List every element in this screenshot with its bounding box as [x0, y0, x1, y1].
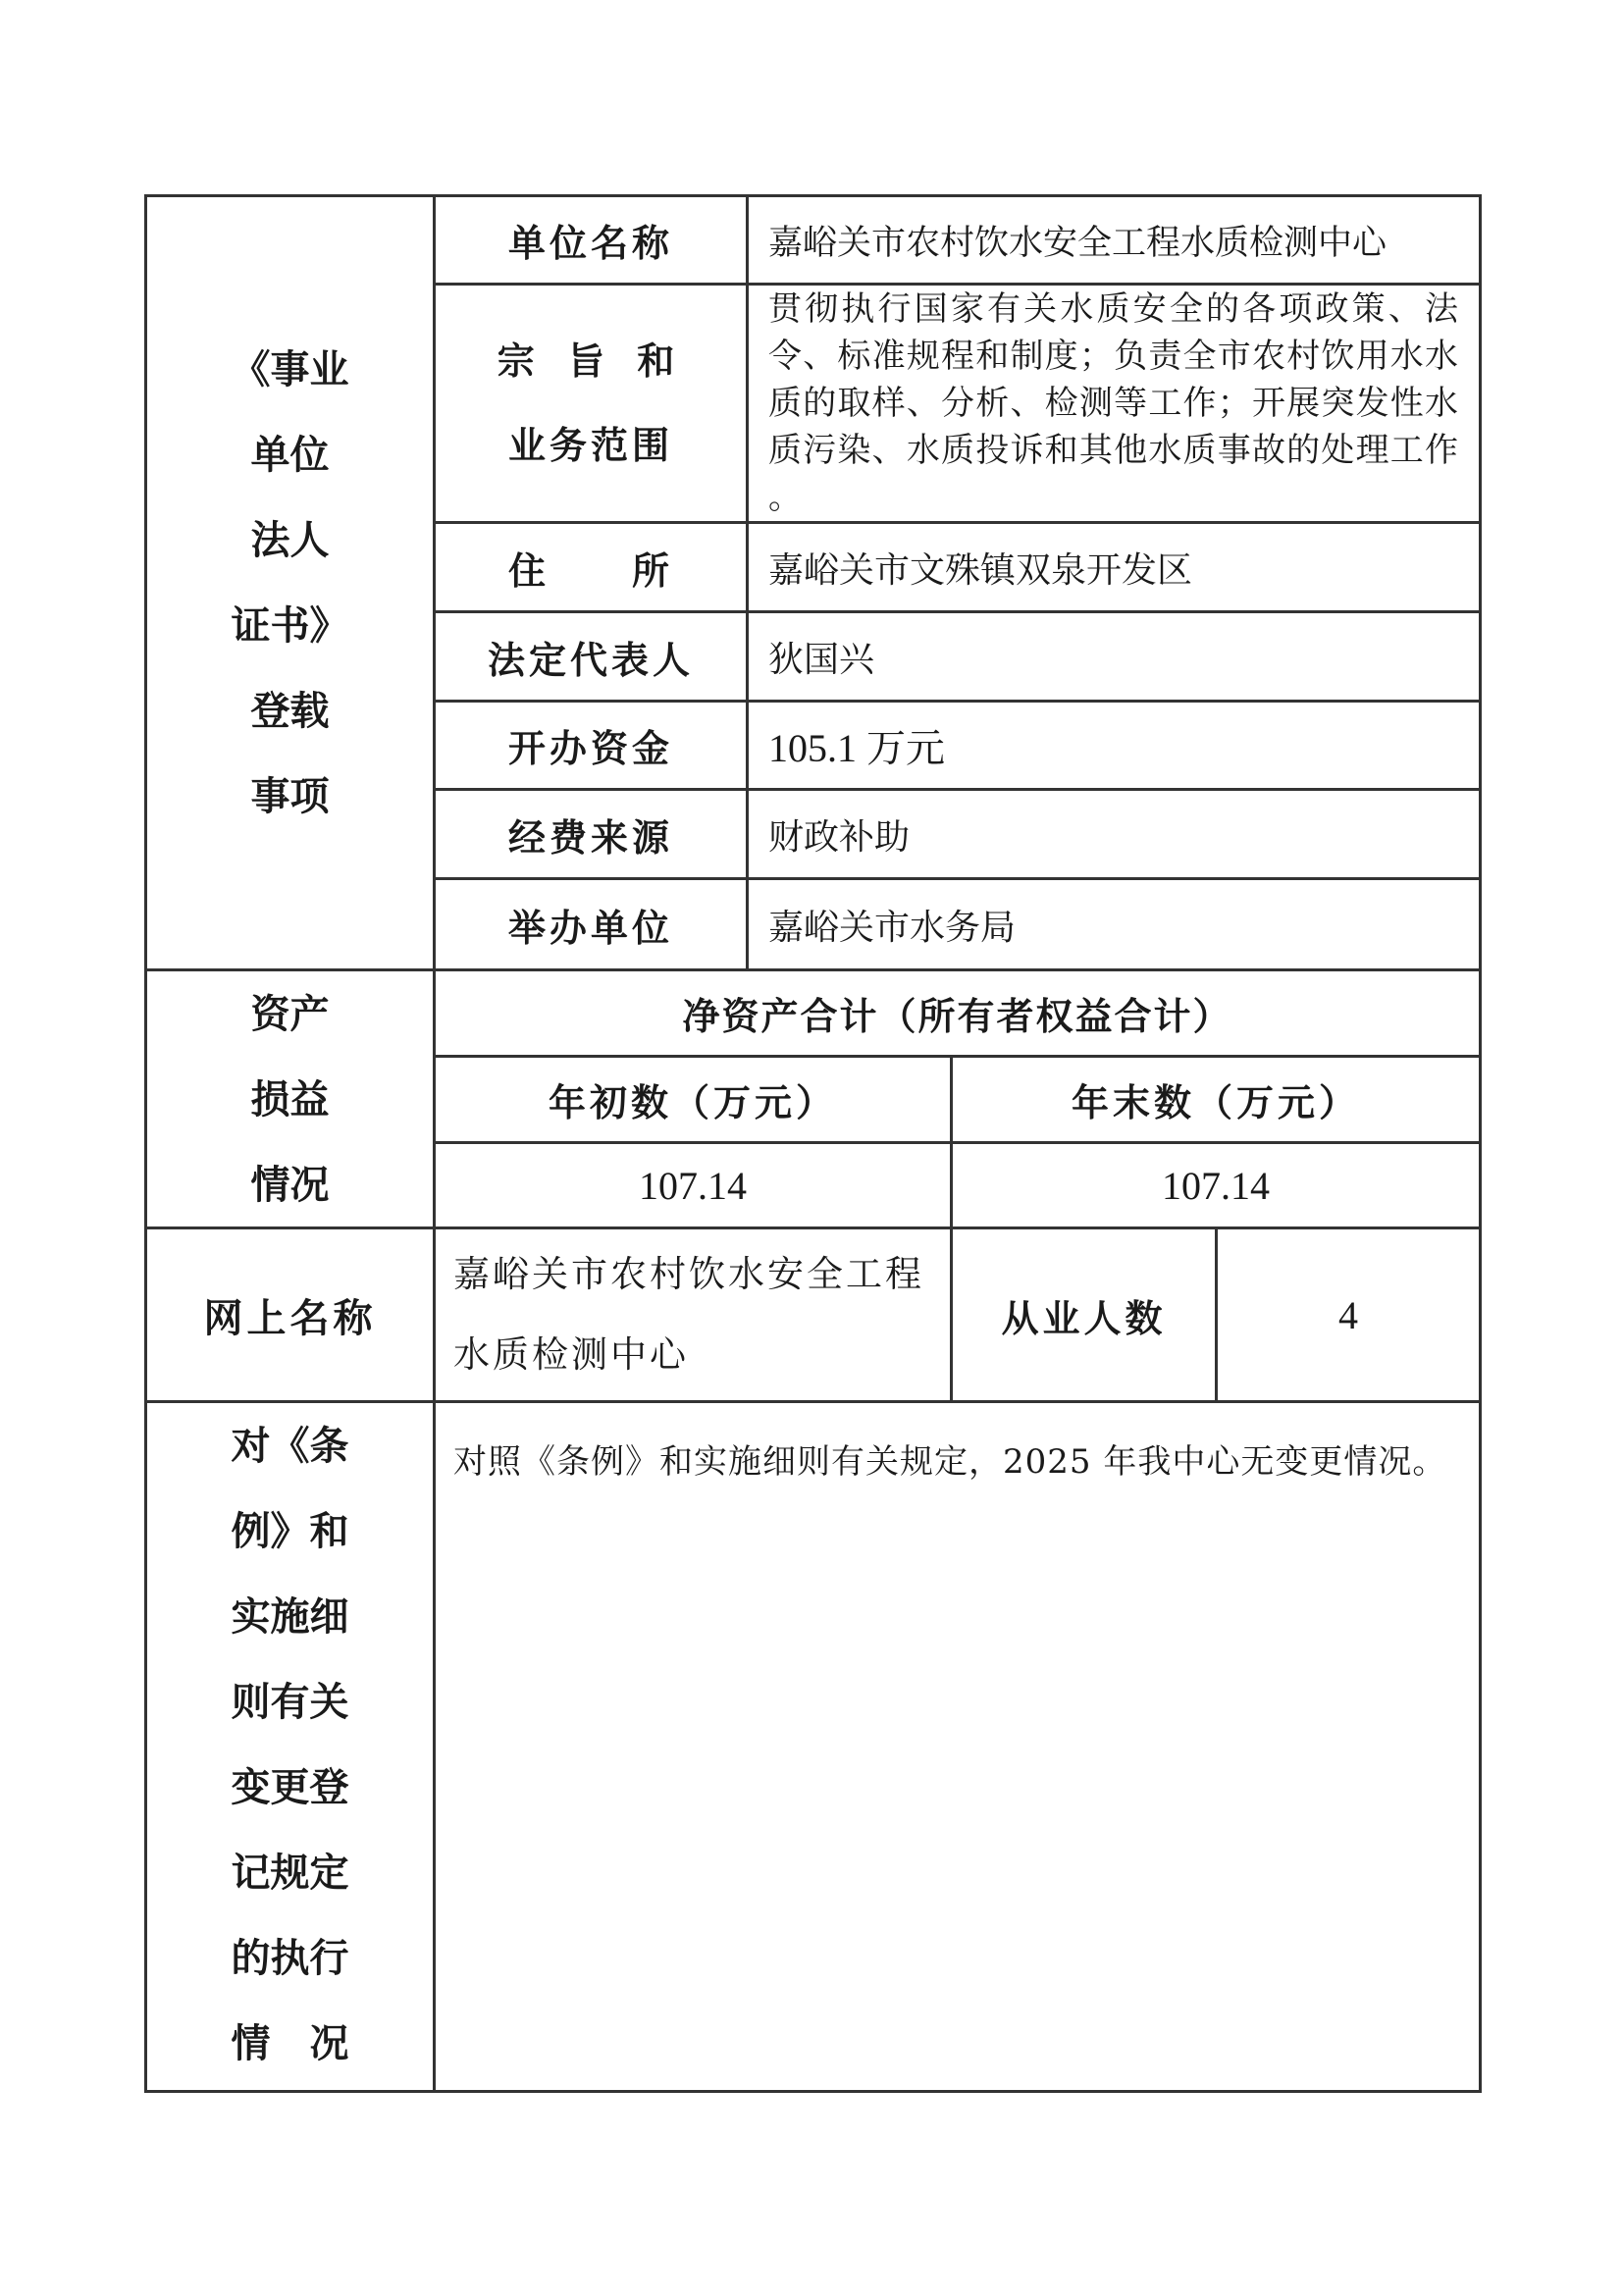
side-label-line: 《事业 — [231, 346, 349, 392]
staff-count-value: 4 — [1338, 1292, 1358, 1337]
online-name-value-text: 嘉峪关市农村饮水安全工程水质检测中心 — [453, 1253, 924, 1376]
funding-label: 经费来源 — [507, 814, 673, 860]
purpose-label — [436, 286, 746, 521]
side-label-line: 证书》 — [231, 602, 349, 649]
side-label-line: 法人 — [250, 517, 330, 563]
regulation-side-label — [147, 1403, 433, 2090]
address-value: 嘉峪关市文殊镇双泉开发区 — [768, 549, 1193, 591]
side-label-line: 损益 — [250, 1075, 330, 1122]
assets-side-label — [147, 971, 433, 1226]
purpose-label-line1: 宗 旨 和 — [497, 339, 685, 383]
side-label-line: 情况 — [250, 1161, 330, 1208]
sponsor-value: 嘉峪关市水务局 — [768, 907, 1017, 948]
address-label: 住 所 — [507, 548, 673, 593]
online-name-label: 网上名称 — [203, 1294, 377, 1341]
end-year-value: 107.14 — [1162, 1163, 1270, 1208]
begin-year-header: 年初数（万元） — [548, 1080, 837, 1124]
side-label-line: 事项 — [250, 773, 330, 819]
purpose-value — [749, 286, 1479, 521]
sponsor-label: 举办单位 — [507, 905, 673, 950]
side-label-line: 对《条 — [231, 1423, 349, 1469]
legal-rep-label: 法定代表人 — [487, 637, 694, 682]
net-assets-header: 净资产合计（所有者权益合计） — [682, 994, 1232, 1038]
table-border-bottom — [144, 2090, 1482, 2093]
side-label-line: 例》和 — [231, 1508, 349, 1554]
side-label-line: 实施细 — [231, 1593, 349, 1640]
capital-label: 开办资金 — [507, 726, 673, 770]
side-label-line: 记规定 — [231, 1850, 349, 1896]
registration-side-label — [147, 197, 433, 968]
side-label-line: 的执行 — [231, 1935, 349, 1981]
capital-value: 105.1 万元 — [768, 726, 945, 770]
purpose-value-text: 贯彻执行国家有关水质安全的各项政策、法令、标准规程和制度；负责全市农村饮用水水质的取样、分析、检测等工作；开展突发性水质污染、水质投诉和其他水质事故的处理工作 。 — [768, 289, 1459, 517]
regulation-content — [436, 1403, 1479, 2090]
online-name-value — [436, 1229, 950, 1400]
side-label-line: 资产 — [250, 990, 330, 1037]
funding-value: 财政补助 — [768, 816, 911, 858]
staff-count-label: 从业人数 — [1001, 1295, 1167, 1340]
side-label-line: 则有关 — [231, 1679, 349, 1725]
side-label-line: 单位 — [250, 432, 330, 478]
unit-name-label: 单位名称 — [507, 221, 673, 265]
side-label-line: 变更登 — [231, 1764, 349, 1810]
regulation-content-text: 对照《条例》和实施细则有关规定，2025 年我中心无变更情况。 — [453, 1442, 1447, 1482]
end-year-header: 年末数（万元） — [1071, 1080, 1360, 1124]
side-label-line: 情 况 — [231, 2020, 349, 2066]
purpose-label-line2: 业务范围 — [507, 423, 673, 467]
side-label-line: 登载 — [250, 688, 330, 734]
legal-rep-value: 狄国兴 — [768, 639, 875, 680]
begin-year-value: 107.14 — [639, 1163, 747, 1208]
unit-name-value: 嘉峪关市农村饮水安全工程水质检测中心 — [768, 223, 1387, 263]
